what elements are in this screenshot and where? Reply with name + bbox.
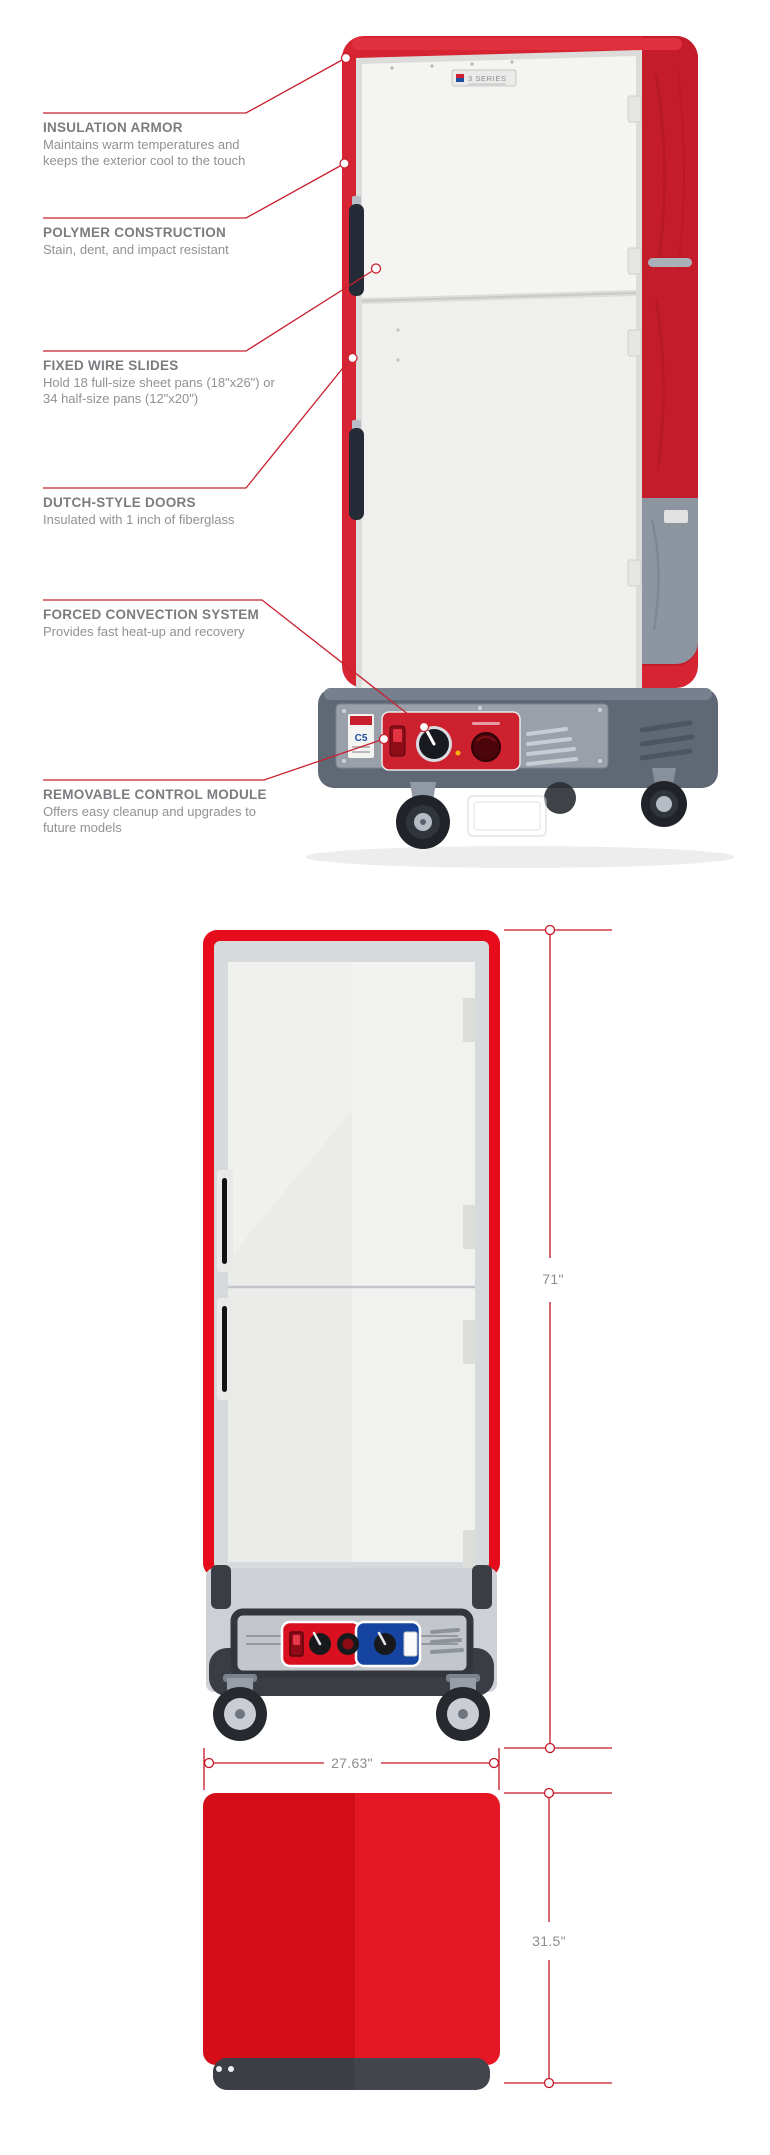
callout-point-polymer bbox=[340, 159, 349, 168]
width-dimension bbox=[204, 1748, 499, 1790]
callout-title: REMOVABLE CONTROL MODULE bbox=[43, 787, 267, 802]
callout-point-doors bbox=[348, 354, 357, 363]
callout-desc: Stain, dent, and impact resistant bbox=[43, 242, 229, 257]
callout-removable-control-module bbox=[43, 780, 288, 835]
brand-logo-text: C5 bbox=[354, 733, 368, 744]
callout-title: POLYMER CONSTRUCTION bbox=[43, 225, 227, 240]
callout-title: DUTCH-STYLE DOORS bbox=[43, 495, 196, 510]
dimension-drawings bbox=[0, 920, 770, 2155]
badge-label: 3 SERIES bbox=[468, 74, 507, 83]
callout-desc: Offers easy cleanup and upgrades to future models bbox=[43, 804, 256, 835]
callout-point-control-module bbox=[380, 735, 389, 744]
callout-point-convection bbox=[420, 723, 429, 732]
callout-desc: Maintains warm temperatures and keeps the exterior cool to the touch bbox=[43, 137, 246, 168]
depth-dimension-label: 31.5" bbox=[532, 1933, 566, 1949]
callout-point-insulation bbox=[342, 54, 351, 63]
callout-polymer-construction bbox=[43, 218, 288, 258]
callout-desc: Insulated with 1 inch of fiberglass bbox=[43, 512, 235, 527]
callout-title: FORCED CONVECTION SYSTEM bbox=[43, 607, 260, 622]
width-dimension-label: 27.63" bbox=[331, 1755, 373, 1771]
top-view-drawing bbox=[203, 1793, 500, 2090]
callout-point-wire-slides bbox=[372, 264, 381, 273]
callout-desc: Hold 18 full-size sheet pans (18"x26") or 34 half-size pans (12"x20") bbox=[43, 375, 275, 406]
depth-dimension bbox=[504, 1789, 612, 2088]
height-dimension bbox=[504, 926, 612, 1753]
callout-fixed-wire-slides bbox=[43, 351, 288, 406]
callout-title: FIXED WIRE SLIDES bbox=[43, 358, 179, 373]
callout-dutch-style-doors bbox=[43, 488, 288, 528]
callout-title: INSULATION ARMOR bbox=[43, 120, 183, 135]
top-view-base bbox=[213, 2058, 490, 2090]
front-view-drawing bbox=[203, 930, 500, 1741]
callout-insulation-armor bbox=[43, 113, 288, 168]
front-view-control-panel bbox=[282, 1622, 420, 1666]
callout-forced-convection bbox=[43, 600, 288, 640]
height-dimension-label: 71" bbox=[542, 1271, 564, 1287]
callout-desc: Provides fast heat-up and recovery bbox=[43, 624, 245, 639]
